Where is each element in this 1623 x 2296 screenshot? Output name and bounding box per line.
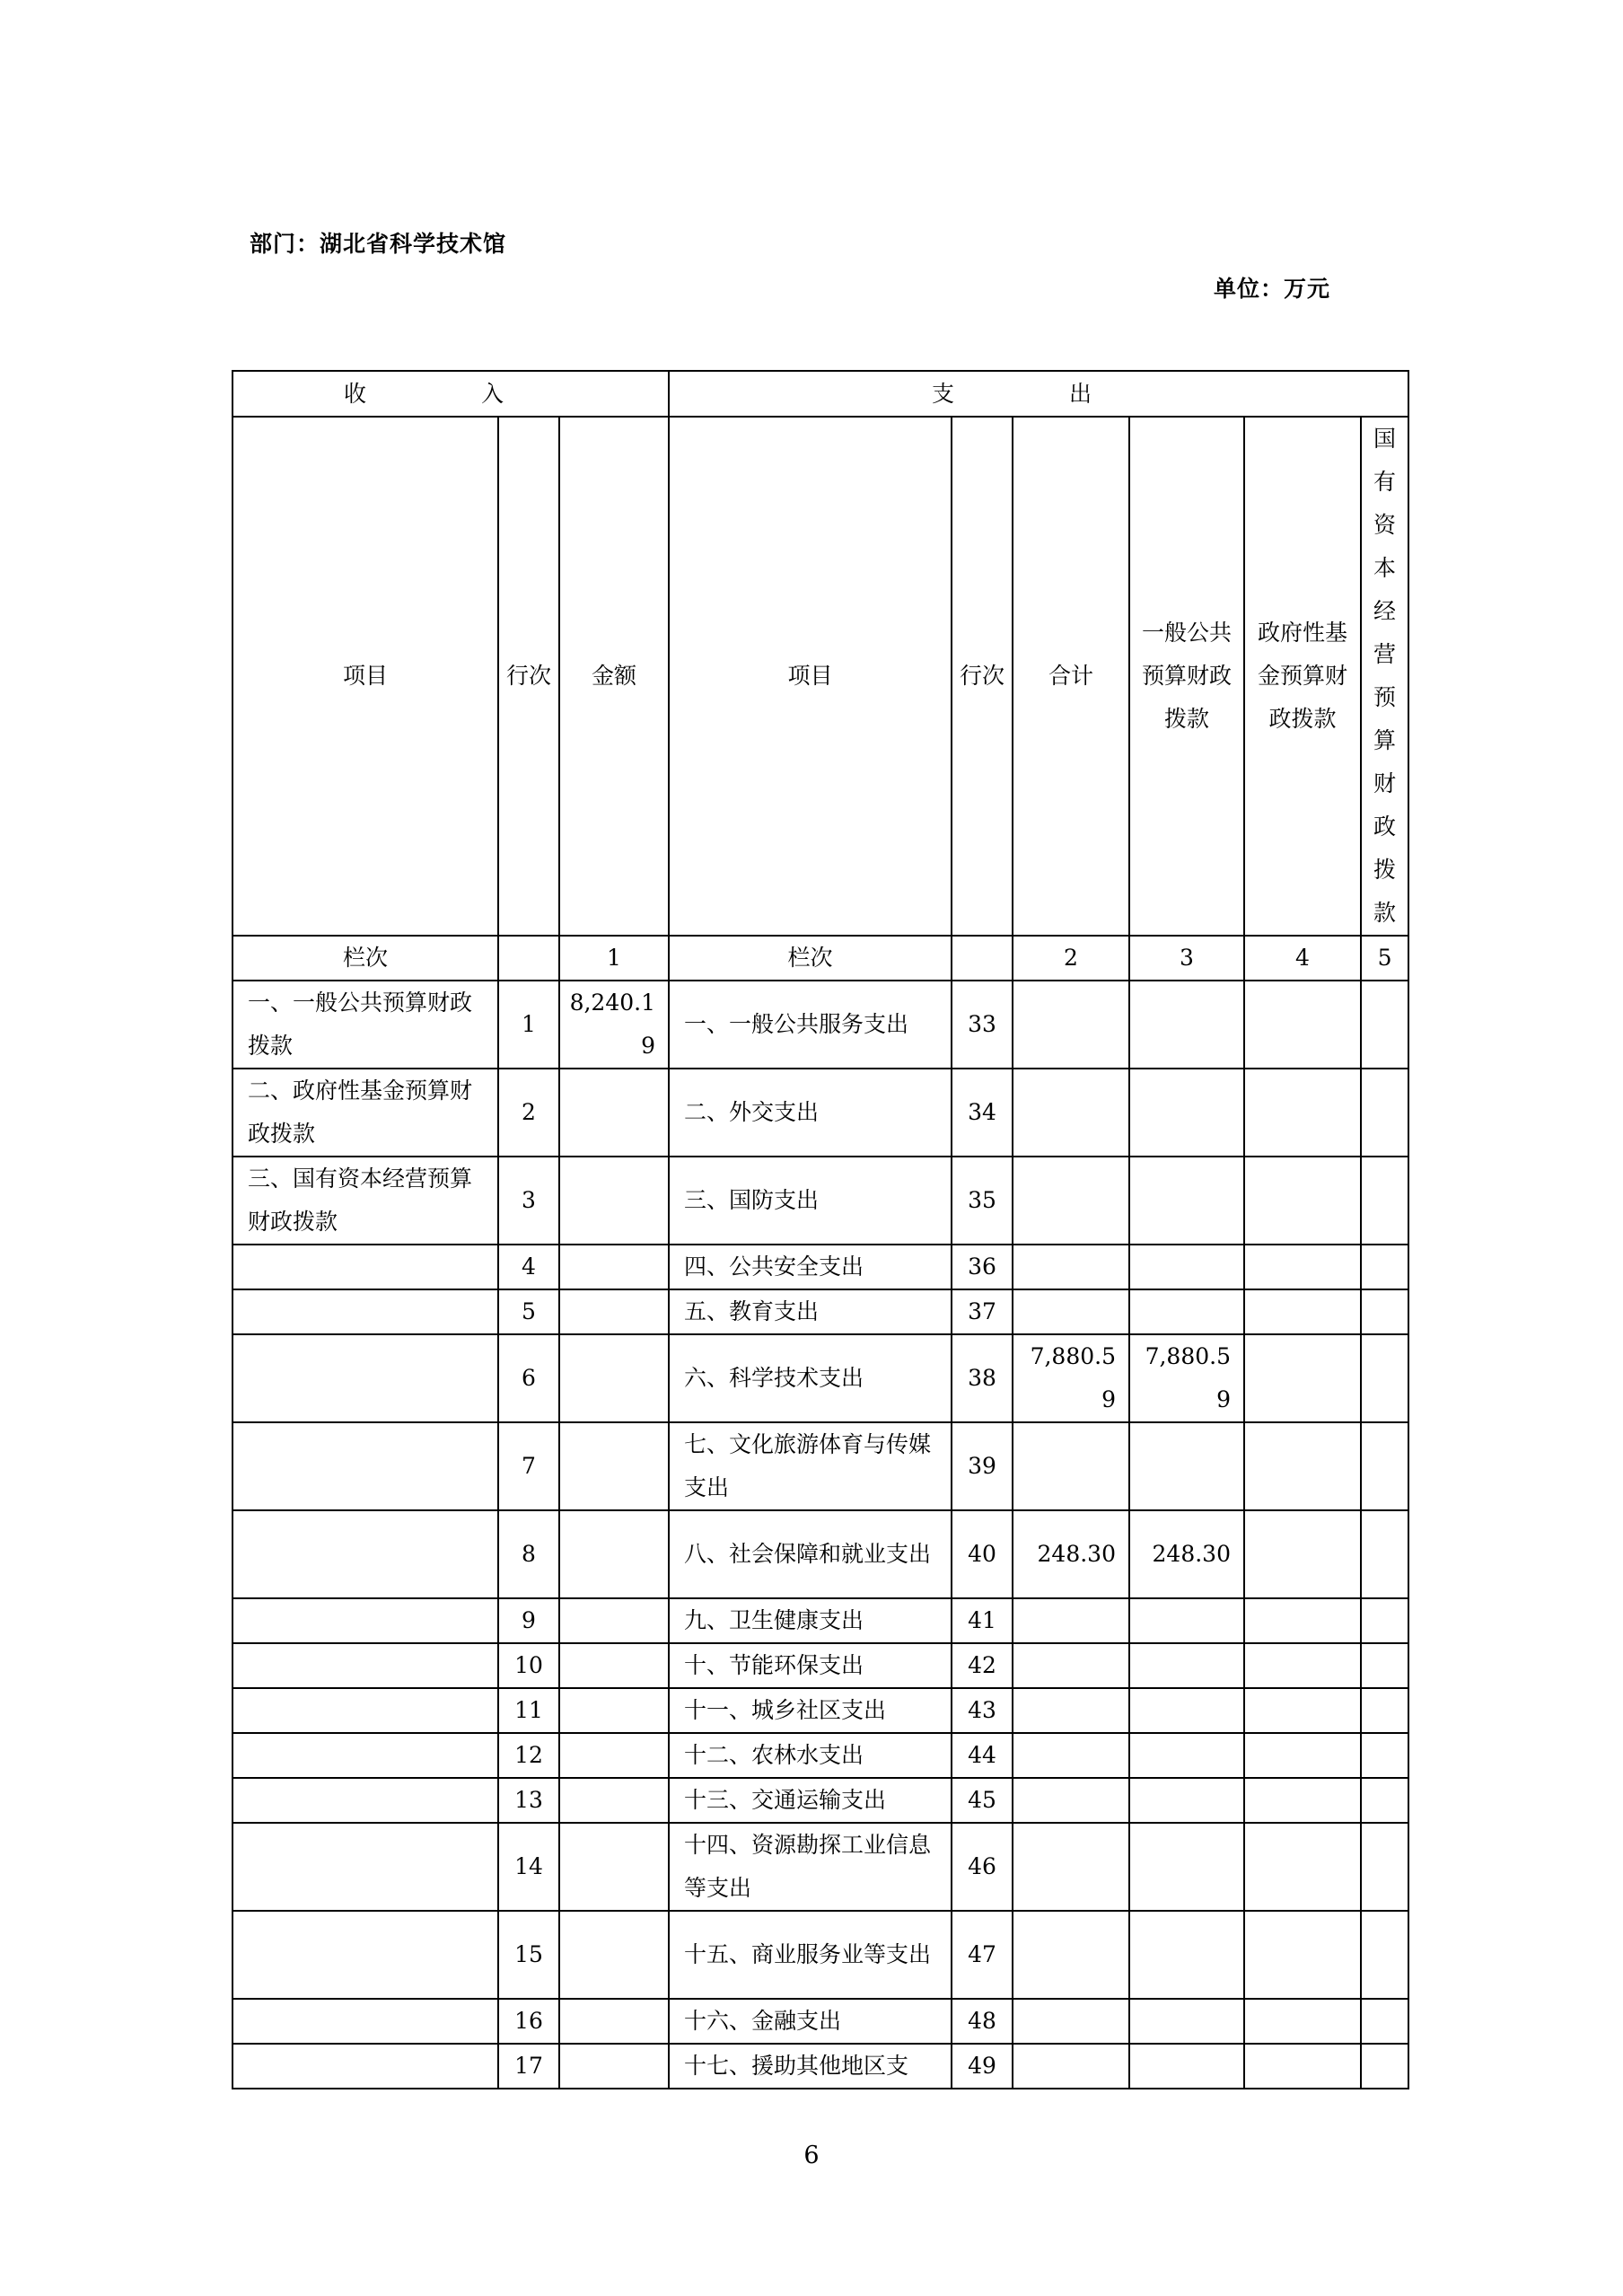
gov-fund-index: 4 <box>1244 936 1361 981</box>
gov-fund-cell <box>1244 1911 1361 1999</box>
gov-fund-cell <box>1244 1643 1361 1688</box>
gov-fund-cell <box>1244 981 1361 1069</box>
income-item-cell <box>232 1733 498 1778</box>
gov-fund-cell <box>1244 1510 1361 1598</box>
income-column-label: 栏次 <box>232 936 498 981</box>
total-cell <box>1013 1245 1129 1289</box>
income-row-cell: 17 <box>498 2044 559 2089</box>
expense-item-cell: 二、外交支出 <box>669 1069 952 1157</box>
total-cell <box>1013 1422 1129 1510</box>
total-cell <box>1013 1643 1129 1688</box>
income-amount-cell <box>559 1422 669 1510</box>
table-row <box>232 1823 1408 1911</box>
expense-item-cell: 六、科学技术支出 <box>669 1334 952 1422</box>
table-row <box>232 1598 1408 1643</box>
income-row-cell: 11 <box>498 1688 559 1733</box>
gov-fund-cell <box>1244 1157 1361 1245</box>
expense-section-title: 支 出 <box>669 371 1408 417</box>
gov-fund-cell <box>1244 1598 1361 1643</box>
income-amount-cell <box>559 1245 669 1289</box>
state-capital-cell <box>1361 1245 1408 1289</box>
income-item-cell <box>232 1510 498 1598</box>
general-budget-cell <box>1129 1422 1244 1510</box>
expense-column-label: 栏次 <box>669 936 952 981</box>
income-amount-cell <box>559 1510 669 1598</box>
income-row-cell: 7 <box>498 1422 559 1510</box>
gov-fund-cell <box>1244 1823 1361 1911</box>
state-capital-cell <box>1361 1911 1408 1999</box>
income-amount-cell <box>559 2044 669 2089</box>
general-budget-cell <box>1129 1733 1244 1778</box>
total-cell <box>1013 981 1129 1069</box>
income-amount-cell <box>559 1911 669 1999</box>
total-cell <box>1013 1069 1129 1157</box>
gov-fund-cell <box>1244 1688 1361 1733</box>
expense-item-cell: 十三、交通运输支出 <box>669 1778 952 1823</box>
income-amount-cell: 8,240.19 <box>559 981 669 1069</box>
unit-label: 单位：万元 <box>1213 276 1330 302</box>
table-row <box>232 1510 1408 1598</box>
income-row-cell: 14 <box>498 1823 559 1911</box>
income-row-cell: 1 <box>498 981 559 1069</box>
expense-row-cell: 48 <box>952 1999 1013 2044</box>
income-amount-cell <box>559 1643 669 1688</box>
expense-item-cell: 十一、城乡社区支出 <box>669 1688 952 1733</box>
income-amount-cell <box>559 1688 669 1733</box>
gov-fund-cell <box>1244 1245 1361 1289</box>
total-cell <box>1013 2044 1129 2089</box>
expense-item-cell: 四、公共安全支出 <box>669 1245 952 1289</box>
gov-fund-cell <box>1244 1069 1361 1157</box>
income-row-cell: 10 <box>498 1643 559 1688</box>
gov-fund-cell <box>1244 1422 1361 1510</box>
general-budget-cell <box>1129 1911 1244 1999</box>
general-budget-cell <box>1129 1245 1244 1289</box>
total-cell <box>1013 1733 1129 1778</box>
state-capital-cell <box>1361 1598 1408 1643</box>
income-row-cell: 15 <box>498 1911 559 1999</box>
column-header-row <box>232 417 1408 936</box>
gov-fund-cell <box>1244 2044 1361 2089</box>
general-budget-cell <box>1129 1157 1244 1245</box>
expense-item-cell: 十七、援助其他地区支 <box>669 2044 952 2089</box>
table-row <box>232 1688 1408 1733</box>
state-capital-cell <box>1361 2044 1408 2089</box>
general-budget-cell <box>1129 981 1244 1069</box>
income-row-cell: 9 <box>498 1598 559 1643</box>
state-capital-header: 国有资本经营预算财政拨款 <box>1361 417 1408 936</box>
expense-row-cell: 35 <box>952 1157 1013 1245</box>
expense-row-header: 行次 <box>952 417 1013 936</box>
general-budget-cell <box>1129 1688 1244 1733</box>
total-cell <box>1013 1999 1129 2044</box>
general-budget-cell: 248.30 <box>1129 1510 1244 1598</box>
expense-item-cell: 十五、商业服务业等支出 <box>669 1911 952 1999</box>
table-row <box>232 1157 1408 1245</box>
income-row-cell: 5 <box>498 1289 559 1334</box>
income-item-cell <box>232 1778 498 1823</box>
income-amount-cell <box>559 1999 669 2044</box>
income-amount-header: 金额 <box>559 417 669 936</box>
table-row <box>232 1733 1408 1778</box>
table-row <box>232 1069 1408 1157</box>
gov-fund-cell <box>1244 1733 1361 1778</box>
expense-row-cell: 37 <box>952 1289 1013 1334</box>
table-row <box>232 1289 1408 1334</box>
expense-row-cell: 45 <box>952 1778 1013 1823</box>
income-item-cell: 三、国有资本经营预算财政拨款 <box>232 1157 498 1245</box>
gov-fund-cell <box>1244 1334 1361 1422</box>
department-label: 部门：湖北省科学技术馆 <box>250 231 507 257</box>
expense-item-cell: 九、卫生健康支出 <box>669 1598 952 1643</box>
total-cell: 7,880.59 <box>1013 1334 1129 1422</box>
expense-item-cell: 十二、农林水支出 <box>669 1733 952 1778</box>
income-item-cell <box>232 1422 498 1510</box>
table-row <box>232 981 1408 1069</box>
total-cell <box>1013 1911 1129 1999</box>
expense-row-cell: 33 <box>952 981 1013 1069</box>
income-row-header: 行次 <box>498 417 559 936</box>
expense-row-cell: 34 <box>952 1069 1013 1157</box>
total-index: 2 <box>1013 936 1129 981</box>
expense-row-cell: 43 <box>952 1688 1013 1733</box>
income-item-header: 项目 <box>232 417 498 936</box>
income-amount-cell <box>559 1778 669 1823</box>
gov-fund-cell <box>1244 1999 1361 2044</box>
general-budget-cell <box>1129 1069 1244 1157</box>
table-row <box>232 1911 1408 1999</box>
general-budget-header: 一般公共预算财政拨款 <box>1129 417 1244 936</box>
expense-row-cell: 38 <box>952 1334 1013 1422</box>
general-budget-cell <box>1129 1289 1244 1334</box>
income-item-cell <box>232 1911 498 1999</box>
state-capital-cell <box>1361 1289 1408 1334</box>
expense-row-cell: 42 <box>952 1643 1013 1688</box>
table-row <box>232 1334 1408 1422</box>
income-item-cell <box>232 1999 498 2044</box>
income-row-cell: 13 <box>498 1778 559 1823</box>
column-index-row <box>232 936 1408 981</box>
expense-row-cell: 47 <box>952 1911 1013 1999</box>
income-amount-cell <box>559 1289 669 1334</box>
income-row-cell: 3 <box>498 1157 559 1245</box>
income-item-cell <box>232 1823 498 1911</box>
state-capital-cell <box>1361 1999 1408 2044</box>
state-capital-cell <box>1361 1823 1408 1911</box>
expense-row-cell: 36 <box>952 1245 1013 1289</box>
income-amount-index: 1 <box>559 936 669 981</box>
income-amount-cell <box>559 1069 669 1157</box>
state-capital-cell <box>1361 1733 1408 1778</box>
state-capital-index: 5 <box>1361 936 1408 981</box>
expense-item-cell: 十、节能环保支出 <box>669 1643 952 1688</box>
expense-row-cell: 40 <box>952 1510 1013 1598</box>
total-header: 合计 <box>1013 417 1129 936</box>
income-amount-cell <box>559 1823 669 1911</box>
income-row-cell: 6 <box>498 1334 559 1422</box>
table-row <box>232 1643 1408 1688</box>
state-capital-cell <box>1361 981 1408 1069</box>
page-number: 6 <box>803 2142 820 2169</box>
income-item-cell <box>232 1643 498 1688</box>
expense-row-cell: 49 <box>952 2044 1013 2089</box>
total-cell <box>1013 1823 1129 1911</box>
income-amount-cell <box>559 1334 669 1422</box>
income-row-cell: 2 <box>498 1069 559 1157</box>
section-header-row <box>232 371 1408 417</box>
state-capital-cell <box>1361 1643 1408 1688</box>
gov-fund-cell <box>1244 1778 1361 1823</box>
income-row-cell: 16 <box>498 1999 559 2044</box>
general-budget-cell: 7,880.59 <box>1129 1334 1244 1422</box>
general-budget-cell <box>1129 1778 1244 1823</box>
table-row <box>232 1245 1408 1289</box>
income-row-cell: 4 <box>498 1245 559 1289</box>
income-amount-cell <box>559 1733 669 1778</box>
expense-item-cell: 五、教育支出 <box>669 1289 952 1334</box>
state-capital-cell <box>1361 1069 1408 1157</box>
expense-item-cell: 一、一般公共服务支出 <box>669 981 952 1069</box>
income-row-index-blank <box>498 936 559 981</box>
income-item-cell <box>232 1245 498 1289</box>
state-capital-cell <box>1361 1688 1408 1733</box>
total-cell <box>1013 1157 1129 1245</box>
general-budget-index: 3 <box>1129 936 1244 981</box>
income-amount-cell <box>559 1157 669 1245</box>
income-item-cell: 一、一般公共预算财政拨款 <box>232 981 498 1069</box>
total-cell <box>1013 1778 1129 1823</box>
table-row <box>232 1422 1408 1510</box>
income-row-cell: 12 <box>498 1733 559 1778</box>
total-cell <box>1013 1688 1129 1733</box>
table-row <box>232 1999 1408 2044</box>
general-budget-cell <box>1129 2044 1244 2089</box>
expense-row-cell: 44 <box>952 1733 1013 1778</box>
table-row <box>232 2044 1408 2089</box>
total-cell <box>1013 1598 1129 1643</box>
income-item-cell <box>232 1598 498 1643</box>
income-section-title: 收 入 <box>232 371 669 417</box>
state-capital-cell <box>1361 1157 1408 1245</box>
expense-item-header: 项目 <box>669 417 952 936</box>
expense-row-cell: 39 <box>952 1422 1013 1510</box>
expense-item-cell: 三、国防支出 <box>669 1157 952 1245</box>
general-budget-cell <box>1129 1823 1244 1911</box>
total-cell <box>1013 1289 1129 1334</box>
general-budget-cell <box>1129 1643 1244 1688</box>
state-capital-cell <box>1361 1334 1408 1422</box>
gov-fund-header: 政府性基金预算财政拨款 <box>1244 417 1361 936</box>
budget-table <box>232 370 1409 2089</box>
income-item-cell <box>232 1688 498 1733</box>
income-item-cell <box>232 1334 498 1422</box>
income-row-cell: 8 <box>498 1510 559 1598</box>
expense-row-index-blank <box>952 936 1013 981</box>
state-capital-cell <box>1361 1510 1408 1598</box>
expense-row-cell: 46 <box>952 1823 1013 1911</box>
gov-fund-cell <box>1244 1289 1361 1334</box>
expense-item-cell: 八、社会保障和就业支出 <box>669 1510 952 1598</box>
total-cell: 248.30 <box>1013 1510 1129 1598</box>
income-item-cell: 二、政府性基金预算财政拨款 <box>232 1069 498 1157</box>
expense-item-cell: 十四、资源勘探工业信息等支出 <box>669 1823 952 1911</box>
state-capital-cell <box>1361 1778 1408 1823</box>
state-capital-cell <box>1361 1422 1408 1510</box>
expense-item-cell: 十六、金融支出 <box>669 1999 952 2044</box>
general-budget-cell <box>1129 1598 1244 1643</box>
expense-row-cell: 41 <box>952 1598 1013 1643</box>
income-item-cell <box>232 1289 498 1334</box>
table-row <box>232 1778 1408 1823</box>
expense-item-cell: 七、文化旅游体育与传媒支出 <box>669 1422 952 1510</box>
income-amount-cell <box>559 1598 669 1643</box>
general-budget-cell <box>1129 1999 1244 2044</box>
income-item-cell <box>232 2044 498 2089</box>
